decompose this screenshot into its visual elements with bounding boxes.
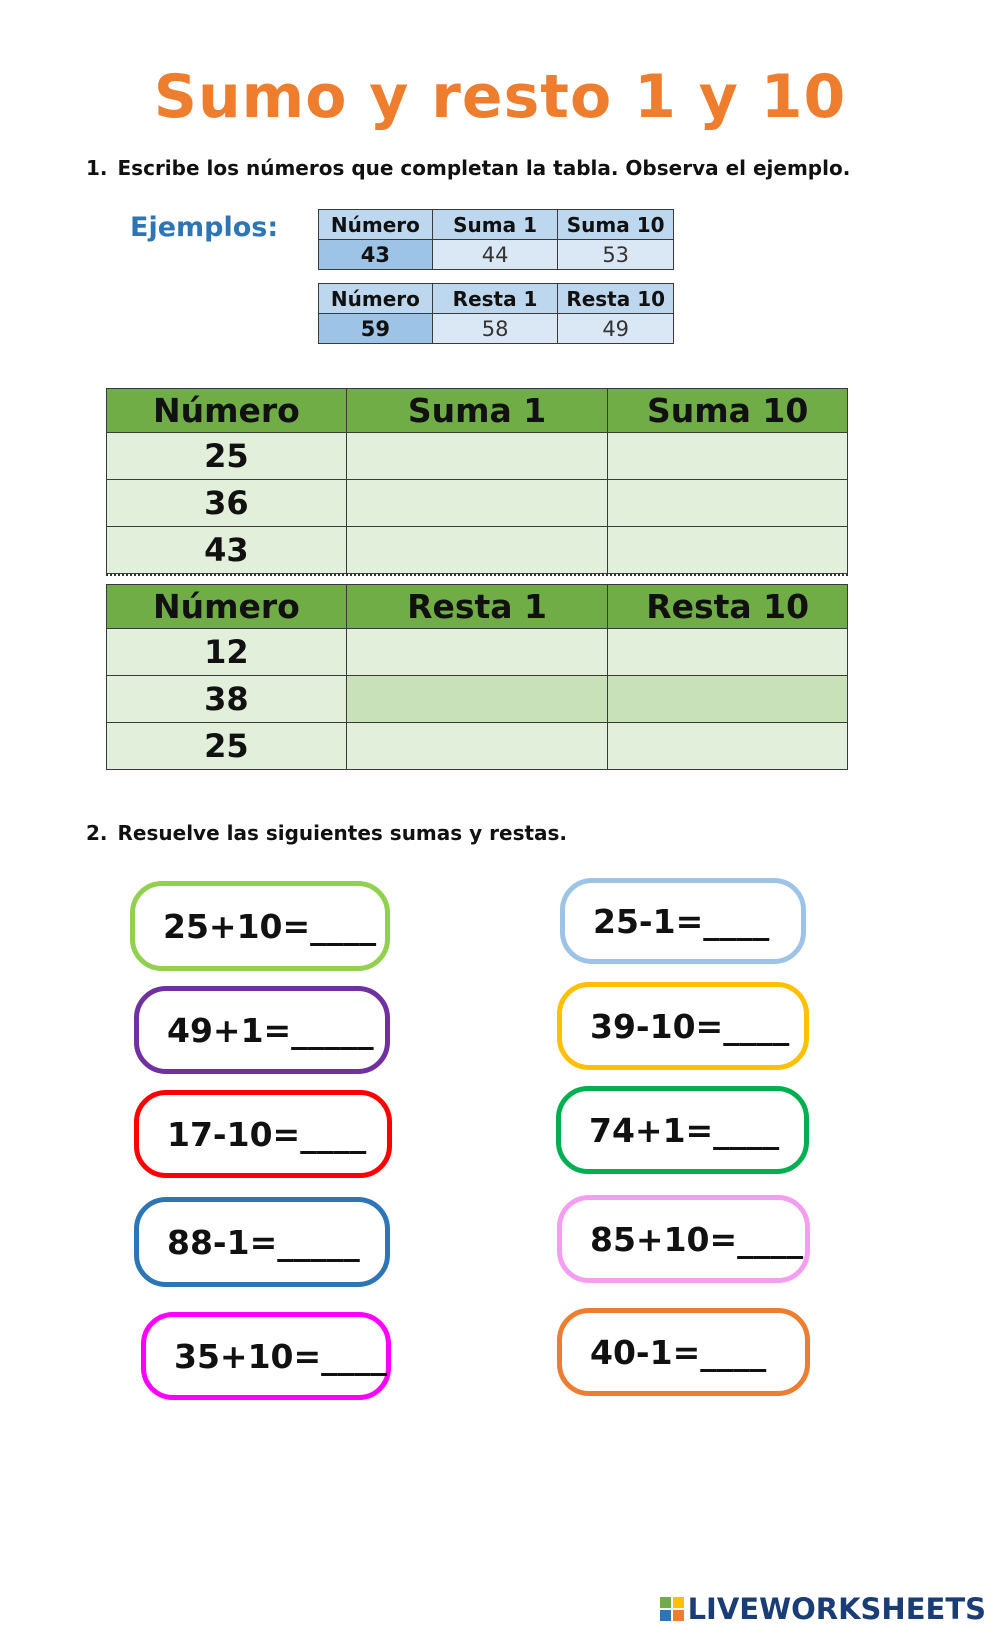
instruction-2 bbox=[86, 821, 567, 845]
answer-input-suma-1[interactable] bbox=[346, 527, 608, 574]
answer-input-resta-1[interactable] bbox=[346, 629, 608, 676]
answer-input-resta-10[interactable] bbox=[608, 723, 848, 770]
value-cell: 59 bbox=[319, 314, 433, 344]
exercise-table-suma bbox=[106, 388, 848, 574]
answer-input-suma-10[interactable] bbox=[608, 527, 848, 574]
header-cell: Número bbox=[319, 210, 433, 240]
value-cell: 58 bbox=[432, 314, 558, 344]
answer-input-suma-10[interactable] bbox=[608, 433, 848, 480]
instruction-number: 1. bbox=[86, 156, 108, 180]
exercise-text: 25-1=____ bbox=[593, 901, 770, 941]
exercise-text: 40-1=____ bbox=[590, 1332, 767, 1372]
brand-text: LIVEWORKSHEETS bbox=[687, 1592, 986, 1626]
header-cell: Suma 1 bbox=[346, 389, 608, 433]
exercise-pill[interactable] bbox=[134, 1090, 392, 1178]
answer-input-suma-1[interactable] bbox=[346, 480, 608, 527]
number-cell: 36 bbox=[107, 480, 347, 527]
header-cell: Número bbox=[107, 389, 347, 433]
brand-logo bbox=[660, 1592, 986, 1626]
header-cell: Número bbox=[319, 284, 433, 314]
exercise-pill[interactable] bbox=[141, 1312, 391, 1400]
example-table-resta bbox=[318, 283, 674, 344]
exercise-text: 39-10=____ bbox=[590, 1006, 790, 1046]
exercise-pill[interactable] bbox=[557, 982, 809, 1070]
table-divider bbox=[106, 574, 848, 576]
exercise-pill[interactable] bbox=[560, 878, 806, 964]
value-cell: 49 bbox=[558, 314, 674, 344]
instruction-number: 2. bbox=[86, 821, 108, 845]
exercise-text: 35+10=____ bbox=[174, 1336, 388, 1376]
header-cell: Resta 1 bbox=[432, 284, 558, 314]
exercise-text: 25+10=____ bbox=[163, 906, 377, 946]
answer-input-resta-1[interactable] bbox=[346, 723, 608, 770]
exercise-text: 17-10=____ bbox=[167, 1114, 367, 1154]
exercise-pill[interactable] bbox=[130, 881, 390, 971]
exercise-text: 85+10=____ bbox=[590, 1219, 804, 1259]
exercise-text: 88-1=_____ bbox=[167, 1222, 360, 1262]
exercise-pill[interactable] bbox=[134, 986, 390, 1074]
exercise-pill[interactable] bbox=[557, 1195, 810, 1283]
examples-label: Ejemplos: bbox=[130, 212, 279, 243]
number-cell: 38 bbox=[107, 676, 347, 723]
header-cell: Suma 10 bbox=[608, 389, 848, 433]
exercise-pill[interactable] bbox=[556, 1086, 809, 1174]
number-cell: 25 bbox=[107, 433, 347, 480]
number-cell: 12 bbox=[107, 629, 347, 676]
instruction-text: Escribe los números que completan la tabla. Observa el ejemplo. bbox=[117, 156, 851, 180]
header-cell: Número bbox=[107, 585, 347, 629]
liveworksheets-logo-icon bbox=[660, 1597, 684, 1621]
exercise-pill[interactable] bbox=[134, 1197, 390, 1287]
value-cell: 44 bbox=[432, 240, 558, 270]
exercise-table-resta bbox=[106, 584, 848, 770]
value-cell: 53 bbox=[558, 240, 674, 270]
instruction-1 bbox=[86, 156, 850, 180]
header-cell: Resta 10 bbox=[608, 585, 848, 629]
answer-input-suma-10[interactable] bbox=[608, 480, 848, 527]
value-cell: 43 bbox=[319, 240, 433, 270]
page-title: Sumo y resto 1 y 10 bbox=[153, 62, 847, 132]
answer-input-resta-10[interactable] bbox=[608, 676, 848, 723]
exercise-text: 49+1=_____ bbox=[167, 1010, 374, 1050]
header-cell: Suma 1 bbox=[432, 210, 558, 240]
answer-input-suma-1[interactable] bbox=[346, 433, 608, 480]
number-cell: 43 bbox=[107, 527, 347, 574]
answer-input-resta-10[interactable] bbox=[608, 629, 848, 676]
header-cell: Suma 10 bbox=[558, 210, 674, 240]
exercise-text: 74+1=____ bbox=[589, 1110, 780, 1150]
instruction-text: Resuelve las siguientes sumas y restas. bbox=[117, 821, 568, 845]
example-table-suma bbox=[318, 209, 674, 270]
header-cell: Resta 1 bbox=[346, 585, 608, 629]
header-cell: Resta 10 bbox=[558, 284, 674, 314]
exercise-pill[interactable] bbox=[557, 1308, 810, 1396]
number-cell: 25 bbox=[107, 723, 347, 770]
answer-input-resta-1[interactable] bbox=[346, 676, 608, 723]
